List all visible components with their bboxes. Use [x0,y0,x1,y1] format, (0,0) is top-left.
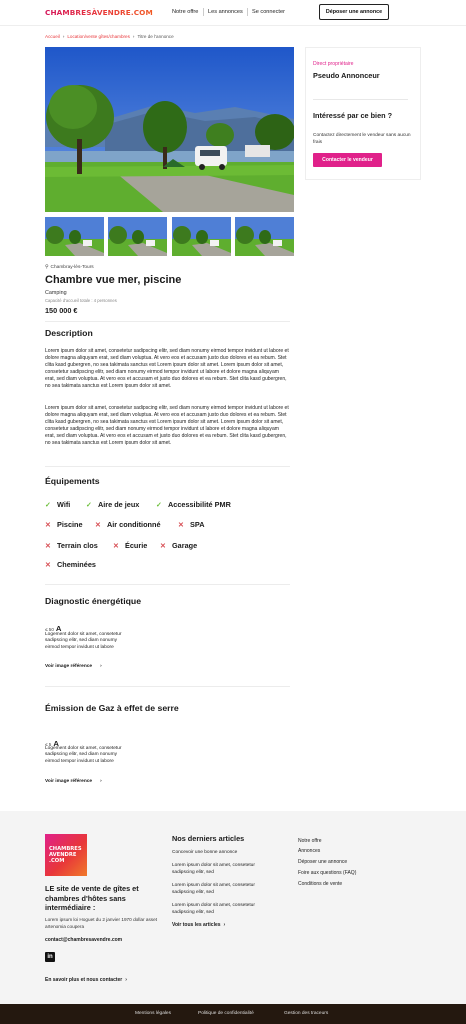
footer-logo[interactable]: CHAMBRES AVENDRE .COM [45,834,87,876]
divider [45,466,290,467]
chevron-right-icon: › [100,779,102,784]
ges-class: A [53,739,59,748]
article-link[interactable]: Lorem ipsum dolor sit amet, consetetur sadipscing elitr, sed [172,863,255,875]
ges-heading: Émission de Gaz à effet de serre [45,703,179,713]
divider [313,99,408,100]
article-link[interactable]: Concevoir une bonne annonce [172,850,238,855]
nav-divider [203,8,204,16]
interest-heading: Intéressé par ce bien ? [313,111,393,120]
legal-bar [0,1004,466,1024]
footer-link-faq[interactable]: Foire aux questions (FAQ) [298,870,357,876]
location-text: Chambray-lès-Tours [50,265,94,270]
nav-link-listings[interactable]: Les annonces [208,9,243,15]
cross-icon: ✕ [160,543,166,550]
seller-card [305,47,421,180]
listing-location [45,265,94,270]
ges-text: Logement dolor sit amet, consetetur sadipscing elitr, sed diam nonumy eirmod tempor invidunt ut labore [45,746,122,764]
divider [45,321,290,322]
privacy-policy-link[interactable]: Politique de confidentialité [198,1011,254,1016]
footer-link-listings[interactable]: Annonces [298,848,321,854]
listing-price: 150 000 € [45,306,78,315]
footer-title: LE site de vente de gîtes et chambres d'hôtes sans intermédiaire : [45,884,139,912]
equipment-playground: ✓ Aire de jeux [86,500,140,509]
description-paragraph: Lorem ipsum dolor sit amet, consetetur sadipscing elitr, sed diam nonumy eirmod tempor invidunt ut labore et dolore magna aliquyam erat, sed diam voluptua. At vero eos et accusam justo duo dolores et ea rebum. Stet clita kasd gubergren, no sea takimata sanctus est Lorem ipsum dolor sit amet. Lorem ipsum dolor sit amet, consetetur sadipscing elitr, sed diam nonumy eirmod tempor invidunt ut labore et dolore magna aliquyam erat, sed diam voluptua. At vero eos et accusam et justo duo dolores et ea rebum. Stet clita kasd gubergren, no sea takimata sanctus est Lorem ipsum dolor sit amet. [45,348,289,390]
cross-icon: ✕ [95,522,101,529]
article-link[interactable]: Lorem ipsum dolor sit amet, consetetur sadipscing elitr, sed [172,883,255,895]
check-icon: ✓ [156,502,162,509]
article-link[interactable]: Lorem ipsum dolor sit amet, consetetur sadipscing elitr, sed [172,903,255,915]
breadcrumb-current: Titre de l'annonce [137,34,174,39]
thumbnail-2[interactable] [108,217,167,256]
divider [45,584,290,585]
listing-capacity: Capacité d'accueil totale : 4 personnes [45,298,117,303]
contact-seller-button[interactable]: Contacter le vendeur [313,153,382,167]
equipment-stable: ✕ Écurie [113,541,148,550]
seller-tag: Direct propriétaire [313,61,354,67]
energy-class: A [55,624,62,633]
divider [45,686,290,687]
chevron-right-icon: › [100,664,102,669]
equipment-air-conditioning: ✕ Air conditionné [95,520,161,529]
equipment-garage: ✕ Garage [160,541,198,550]
footer-more-link[interactable]: En savoir plus et nous contacter › [45,977,127,983]
trackers-link[interactable]: Gestion des traceurs [284,1011,329,1016]
chevron-right-icon: › [62,34,65,39]
ges-threshold: ≤ 5 [45,742,52,747]
post-listing-button[interactable]: Déposer une annonce [319,4,389,20]
description-heading: Description [45,328,93,338]
energy-heading: Diagnostic énergétique [45,596,142,606]
breadcrumb-home[interactable]: Accueil [45,34,60,39]
cross-icon: ✕ [178,522,184,529]
thumbnail-4[interactable] [235,217,294,256]
ges-see-image-link[interactable]: Voir image référence › [45,779,102,784]
footer-email[interactable]: contact@chambresavendre.com [45,937,123,943]
chevron-right-icon: › [132,34,135,39]
chevron-right-icon: › [223,922,226,928]
equipment-wifi: ✓ Wifi [45,500,71,509]
footer-link-terms[interactable]: Conditions de vente [298,881,343,887]
equipments-heading: Équipements [45,476,100,486]
nav-divider [247,8,248,16]
site-header [0,0,466,26]
equipment-accessibility: ✓ Accessibilité PMR [156,500,231,509]
site-logo[interactable]: CHAMBRESÀVENDRE.COM [45,8,153,17]
check-icon: ✓ [86,502,92,509]
seller-name: Pseudo Annonceur [313,71,380,80]
listing-category: Camping [45,290,67,296]
equipment-pool: ✕ Piscine [45,520,83,529]
legal-mentions-link[interactable]: Mentions légales [135,1011,171,1016]
chevron-right-icon: › [125,977,127,983]
description-paragraph: Lorem ipsum dolor sit amet, consetetur sadipscing elitr, sed diam nonumy eirmod tempor invidunt ut labore et dolore magna aliquyam erat, sed diam voluptua. At vero eos et accusam justo duo dolores et ea rebum. Stet clita kasd gubergren, no sea takimata sanctus est Lorem ipsum dolor sit amet. Lorem ipsum dolor sit amet, consetetur sadipscing elitr, sed diam nonumy eirmod tempor invidunt ut labore et dolore magna aliquyam erat, sed diam voluptua. At vero eos et accusam et justo duo dolores et ea rebum. Stet clita kasd gubergren, no sea takimata sanctus est Lorem ipsum dolor sit amet. [45,405,289,447]
energy-see-image-link[interactable]: Voir image référence › [45,664,102,669]
listing-title: Chambre vue mer, piscine [45,274,182,286]
articles-heading: Nos derniers articles [172,834,245,843]
cross-icon: ✕ [45,543,51,550]
cross-icon: ✕ [113,543,119,550]
footer-link-post[interactable]: Déposer une annonce [298,859,348,865]
energy-threshold: ≤ 50 [45,627,54,632]
cross-icon: ✕ [45,562,51,569]
equipment-spa: ✕ SPA [178,520,205,529]
footer-link-offer[interactable]: Notre offre [298,838,322,844]
energy-text: Logement dolor sit amet, consetetur sadipscing elitr, sed diam nonumy eirmod tempor invidunt ut labore [45,632,122,650]
breadcrumb-category[interactable]: Location/vente gîtes/chambres [67,34,130,39]
equipment-fenced-land: ✕ Terrain clos [45,541,98,550]
footer-description: Lorem ipsum loi Hoguet du 2 janvier 1970 dollar asset artenomia coupera [45,917,158,929]
thumbnail-1[interactable] [45,217,104,256]
thumbnail-3[interactable] [172,217,231,256]
linkedin-icon[interactable]: in [45,952,55,962]
map-pin-icon: ⚲ [45,265,49,270]
contact-description: Contactez directement le vendeur sans aucun frais [313,133,411,145]
cross-icon: ✕ [45,522,51,529]
site-footer [0,811,466,1004]
nav-link-login[interactable]: Se connecter [252,9,285,15]
check-icon: ✓ [45,502,51,509]
breadcrumb [45,34,174,39]
nav-link-offer[interactable]: Notre offre [172,9,199,15]
equipment-fireplaces: ✕ Cheminées [45,560,96,569]
main-photo[interactable] [45,47,294,212]
all-articles-link[interactable]: Voir tous les articles › [172,922,226,928]
